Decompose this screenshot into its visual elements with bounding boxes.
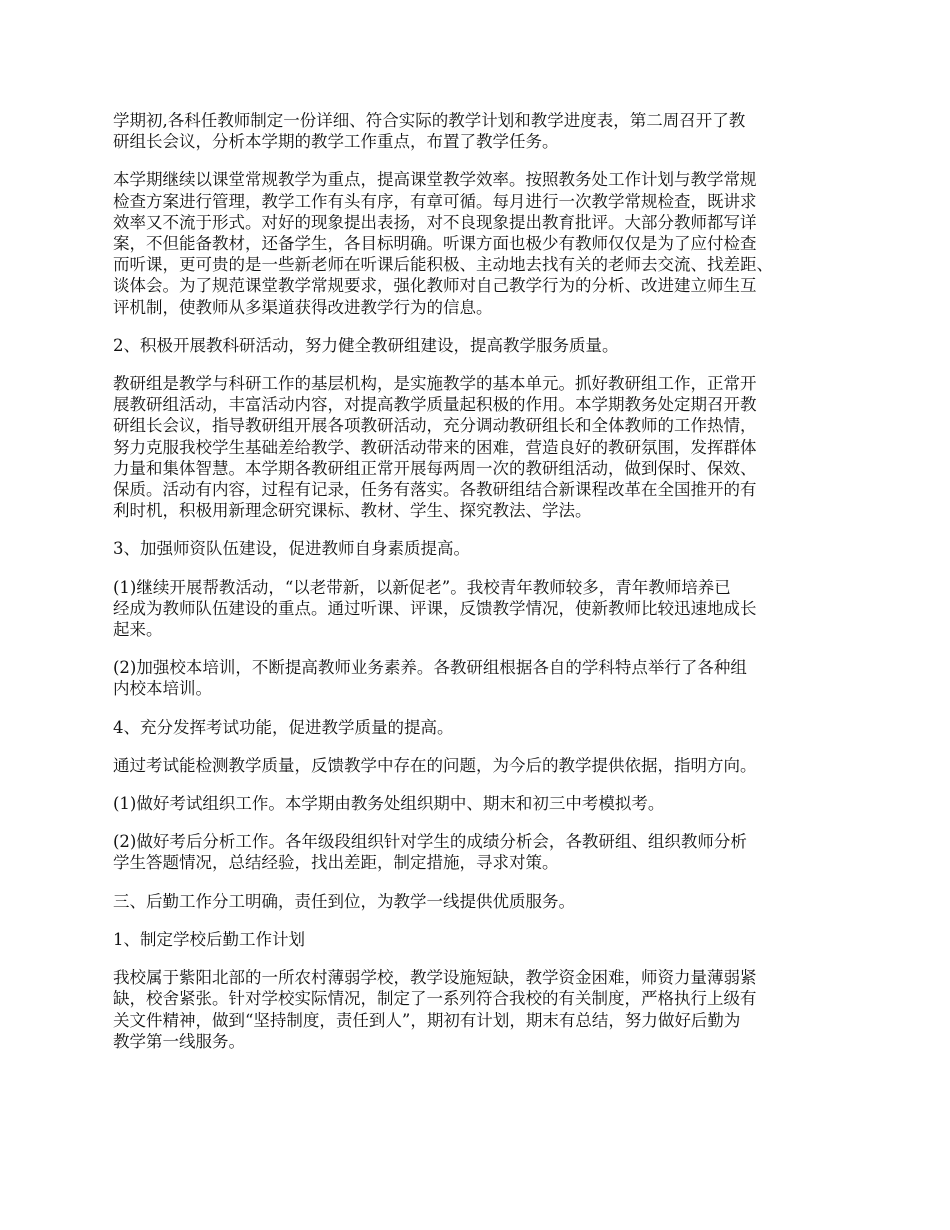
document-page — [113, 110, 853, 1069]
paragraph-exam-purpose: 通过考试能检测教学质量，反馈教学中存在的问题，为今后的教学提供依据，指明方向。 — [113, 755, 757, 775]
heading-exams: 4、充分发挥考试功能，促进教学质量的提高。 — [113, 717, 454, 737]
heading-teacher-development: 3、加强师资队伍建设，促进教师自身素质提高。 — [113, 539, 470, 559]
paragraph-classroom-routine: 本学期继续以课堂常规教学为重点，提高课堂教学效率。按照教务处工作计划与教学常规 检查方案进行管理，教学工作有头有序，有章可循。每月进行一次教学常规检查，既讲求 效率又不流于形式。对好的现象提出表扬，对不良现象提出教育批评。大部分教师都写详 案，不但能备教材，还备学生，各目标明确。听课方面也极少有教师仅仅是为了应付检查 而听课，更可贵的是一些新老师在听课后能积极、主动地去找有关的老师去交流、找差距、 谈体会。为了规范课堂教学常规要求，强化教师对自己教学行为的分析、改进建立师生互 评机制，使教师从多渠道获得改进教学行为的信息。 — [113, 170, 773, 317]
paragraph-research-groups: 教研组是教学与科研工作的基层机构，是实施教学的基本单元。抓好教研组工作，正常开 展教研组活动，丰富活动内容，对提高教学质量起积极的作用。本学期教务处定期召开教 研组长会议，指导教研组开展各项教研活动，充分调动教研组长和全体教师的工作热情， 努力克服我校学生基础差给教学、教研活动带来的困难，营造良好的教研氛围，发挥群体 力量和集体智慧。本学期各教研组正常开展每两周一次的教研组活动，做到保时、保效、 保质。活动有内容，过程有记录，任务有落实。各教研组结合新课程改革在全国推开的有 利时机，积极用新理念研究课标、教材、学生、探究教法、学法。 — [113, 374, 757, 521]
paragraph-mentoring: (1)继续开展帮教活动，“以老带新，以新促老”。我校青年教师较多，青年教师培养已 经成为教师队伍建设的重点。通过听课、评课，反馈教学情况，使新教师比较迅速地成长 起来。 — [113, 577, 757, 640]
paragraph-exam-analysis: (2)做好考后分析工作。各年级段组织针对学生的成绩分析会，各教研组、组织教师分析 学生答题情况，总结经验，找出差距，制定措施，寻求对策。 — [113, 832, 747, 873]
paragraph-school-situation: 我校属于紫阳北部的一所农村薄弱学校，教学设施短缺，教学资金困难，师资力量薄弱紧 缺，校舍紧张。针对学校实际情况，制定了一系列符合我校的有关制度，严格执行上级有 关文件精神，做到“坚持制度，责任到人”，期初有计划，期末有总结，努力做好后勤为 教学第一线服务。 — [113, 968, 757, 1051]
heading-research-activities: 2、积极开展教科研活动，努力健全教研组建设，提高教学服务质量。 — [113, 335, 619, 355]
heading-logistics: 三、后勤工作分工明确，责任到位，为教学一线提供优质服务。 — [113, 891, 575, 911]
paragraph-exam-organization: (1)做好考试组织工作。本学期由教务处组织期中、期末和初三中考模拟考。 — [113, 794, 665, 814]
paragraph-school-training: (2)加强校本培训，不断提高教师业务素养。各教研组根据各自的学科特点举行了各种组 内校本培训。 — [113, 658, 747, 699]
paragraph-semester-start: 学期初,各科任教师制定一份详细、符合实际的教学计划和教学进度表，第二周召开了教 研组长会议，分析本学期的教学工作重点，布置了教学任务。 — [113, 111, 746, 152]
heading-logistics-plan: 1、制定学校后勤工作计划 — [113, 929, 305, 949]
